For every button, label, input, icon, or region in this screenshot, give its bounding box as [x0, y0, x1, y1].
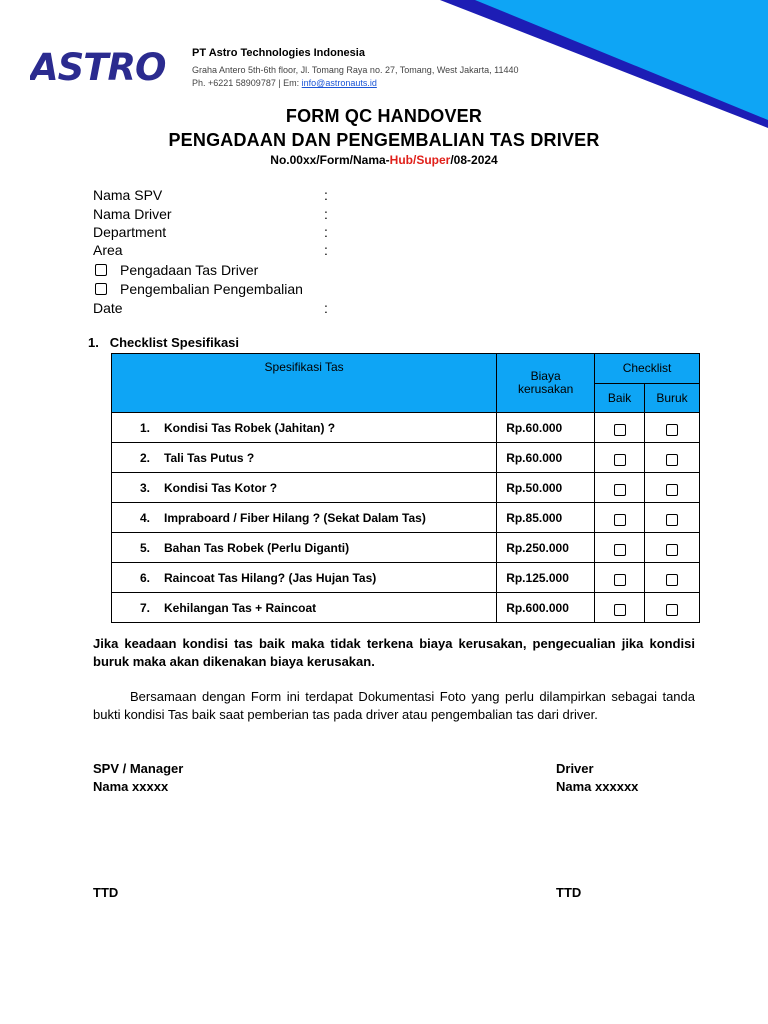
value-nama-driver[interactable]: : [324, 206, 328, 222]
label-area: Area [93, 242, 123, 258]
item-cell [112, 593, 497, 623]
header-buruk: Buruk [645, 383, 700, 413]
header-spesifikasi: Spesifikasi Tas [112, 354, 497, 413]
header-biaya-line2: kerusakan [517, 382, 574, 396]
table-row [112, 443, 700, 473]
item-number: 1. [140, 420, 151, 435]
spec-table [111, 353, 700, 623]
form-no-super: Super [416, 153, 451, 167]
option-pengembalian[interactable] [95, 281, 303, 297]
checkbox-baik[interactable] [614, 574, 626, 586]
documentation-note [93, 688, 695, 724]
item-name: Bahan Tas Robek (Perlu Diganti) [164, 540, 350, 555]
checkbox-pengembalian[interactable] [95, 283, 107, 295]
table-row [112, 563, 700, 593]
label-nama-driver: Nama Driver [93, 206, 172, 222]
checkbox-pengadaan[interactable] [95, 264, 107, 276]
item-name: Kondisi Tas Robek (Jahitan) ? [164, 420, 336, 435]
item-number: 4. [140, 510, 151, 525]
item-price: Rp.60.000 [497, 443, 595, 473]
value-date[interactable]: : [324, 300, 328, 316]
form-no-hub: Hub [389, 153, 413, 167]
checkbox-buruk[interactable] [666, 424, 678, 436]
option-pengadaan[interactable] [95, 262, 258, 278]
checkbox-baik[interactable] [614, 454, 626, 466]
signature-right-name: Nama xxxxxx [556, 779, 639, 794]
table-row [112, 413, 700, 443]
label-date: Date [93, 300, 123, 316]
contact-phone: Ph. +6221 58909787 | Em: [192, 78, 302, 88]
item-price: Rp.600.000 [497, 593, 595, 623]
table-row [112, 593, 700, 623]
item-number: 7. [140, 600, 151, 615]
checkbox-buruk[interactable] [666, 544, 678, 556]
table-row [112, 533, 700, 563]
item-number: 6. [140, 570, 151, 585]
item-price: Rp.125.000 [497, 563, 595, 593]
header-checklist: Checklist [595, 354, 700, 384]
item-name: Tali Tas Putus ? [164, 450, 255, 465]
option-pengembalian-label: Pengembalian Pengembalian [120, 281, 303, 297]
item-cell [112, 503, 497, 533]
item-name: Impraboard / Fiber Hilang ? (Sekat Dalam Tas) [164, 510, 426, 525]
checkbox-baik[interactable] [614, 484, 626, 496]
checkbox-buruk[interactable] [666, 454, 678, 466]
checkbox-buruk[interactable] [666, 574, 678, 586]
item-cell [112, 473, 497, 503]
header-biaya [497, 354, 595, 413]
item-number: 3. [140, 480, 151, 495]
section-title: Checklist Spesifikasi [109, 335, 240, 350]
checkbox-baik[interactable] [614, 544, 626, 556]
value-area[interactable]: : [324, 242, 328, 258]
checkbox-buruk[interactable] [666, 484, 678, 496]
table-row [112, 473, 700, 503]
item-price: Rp.250.000 [497, 533, 595, 563]
checkbox-baik[interactable] [614, 514, 626, 526]
item-cell [112, 563, 497, 593]
value-nama-spv[interactable]: : [324, 187, 328, 203]
header-baik: Baik [595, 383, 645, 413]
item-name: Kondisi Tas Kotor ? [164, 480, 278, 495]
astro-logo [30, 46, 170, 88]
label-nama-spv: Nama SPV [93, 187, 163, 203]
item-cell [112, 413, 497, 443]
item-name: Raincoat Tas Hilang? (Jas Hujan Tas) [164, 570, 377, 585]
table-row [112, 503, 700, 533]
item-cell [112, 533, 497, 563]
company-name: PT Astro Technologies Indonesia [192, 47, 365, 59]
checkbox-baik[interactable] [614, 424, 626, 436]
form-title: FORM QC HANDOVER [285, 106, 483, 126]
form-no-sep: / [412, 153, 417, 167]
checkbox-buruk[interactable] [666, 604, 678, 616]
signature-left-role: SPV / Manager [93, 761, 184, 776]
checkbox-baik[interactable] [614, 604, 626, 616]
item-price: Rp.60.000 [497, 413, 595, 443]
section-heading [88, 335, 239, 350]
item-price: Rp.85.000 [497, 503, 595, 533]
label-department: Department [93, 224, 167, 240]
form-no-prefix: No.00xx/Form/Nama- [270, 153, 390, 167]
signature-left-name: Nama xxxxx [93, 779, 169, 794]
email-link[interactable]: info@astronauts.id [301, 78, 377, 88]
condition-note: Jika keadaan kondisi tas baik maka tidak terkena biaya kerusakan, pengecualian jika kondisi buruk maka akan dikenakan biaya kerusakan. [93, 636, 695, 669]
signature-right-ttd: TTD [556, 885, 582, 900]
item-number: 5. [140, 540, 151, 555]
checkbox-buruk[interactable] [666, 514, 678, 526]
form-no-suffix: /08-2024 [450, 153, 498, 167]
logo-text: ASTRO [30, 46, 166, 88]
option-pengadaan-label: Pengadaan Tas Driver [120, 262, 259, 278]
section-number: 1. [88, 335, 99, 350]
documentation-text: Bersamaan dengan Form ini terdapat Dokumentasi Foto yang perlu dilampirkan sebagai tanda bukti kondisi Tas baik saat pemberian tas pada driver atau pengembalian tas dari driver. [93, 689, 695, 722]
signature-right-role: Driver [556, 761, 594, 776]
item-number: 2. [140, 450, 151, 465]
company-contact [192, 78, 377, 88]
form-number [0, 153, 768, 167]
item-price: Rp.50.000 [497, 473, 595, 503]
value-department[interactable]: : [324, 224, 328, 240]
form-subtitle: PENGADAAN DAN PENGEMBALIAN TAS DRIVER [168, 130, 600, 150]
header-biaya-line1: Biaya [530, 369, 561, 383]
company-address: Graha Antero 5th-6th floor, Jl. Tomang Raya no. 27, Tomang, West Jakarta, 11440 [192, 65, 519, 75]
signature-left-ttd: TTD [93, 885, 119, 900]
item-cell [112, 443, 497, 473]
item-name: Kehilangan Tas + Raincoat [164, 600, 317, 615]
